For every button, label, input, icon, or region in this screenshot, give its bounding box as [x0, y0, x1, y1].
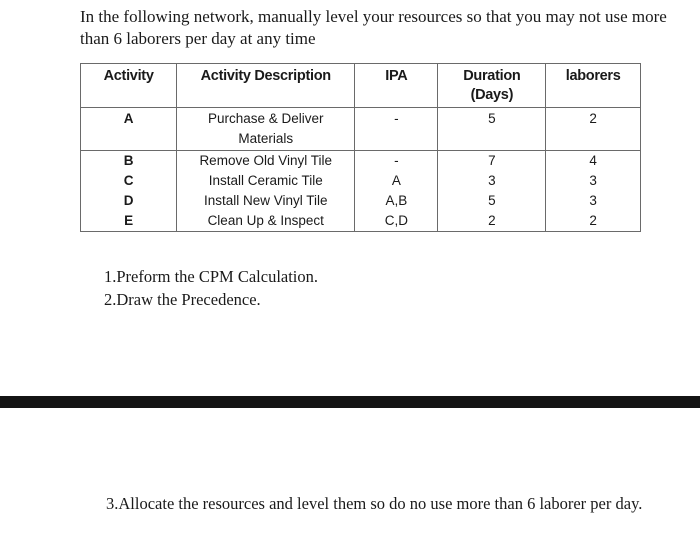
cell-activity: D	[81, 191, 177, 211]
table-row	[81, 191, 641, 211]
cell-ipa: A	[355, 171, 438, 191]
cell-ipa: A,B	[355, 191, 438, 211]
cell-ipa: -	[355, 108, 438, 151]
header-description: Activity Description	[177, 64, 355, 108]
cell-laborers: 4	[546, 151, 641, 172]
cell-description: Remove Old Vinyl Tile	[177, 151, 355, 172]
table-row	[81, 171, 641, 191]
cell-laborers: 3	[546, 191, 641, 211]
page-divider-bar	[0, 396, 700, 408]
task-number: 3.	[106, 494, 119, 513]
cell-ipa: -	[355, 151, 438, 172]
header-duration-line2: (Days)	[470, 87, 514, 103]
task-item-allocate	[106, 492, 646, 515]
cell-ipa: C,D	[355, 211, 438, 232]
task-text: Allocate the resources and level them so do no use more than 6 laborer per day.	[118, 494, 643, 513]
cell-description: Clean Up & Inspect	[177, 211, 355, 232]
header-activity: Activity	[81, 64, 177, 108]
activity-table	[80, 63, 641, 232]
cell-duration: 2	[438, 211, 546, 232]
cell-description	[177, 108, 355, 151]
cell-duration: 3	[438, 171, 546, 191]
header-duration	[438, 64, 546, 108]
table-header-row	[81, 64, 641, 108]
task-item-precedence: 2.Draw the Precedence.	[104, 290, 261, 309]
header-ipa: IPA	[355, 64, 438, 108]
cell-activity: B	[81, 151, 177, 172]
table-row	[81, 211, 641, 232]
intro-text: In the following network, manually level your resources so that you may not use more than 6 laborers per day at any time	[80, 7, 667, 48]
cell-duration: 5	[438, 108, 546, 151]
cell-laborers: 2	[546, 211, 641, 232]
task-item-cpm: 1.Preform the CPM Calculation.	[104, 267, 319, 286]
cell-duration: 5	[438, 191, 546, 211]
question-page-bottom	[0, 408, 700, 559]
cell-laborers: 2	[546, 108, 641, 151]
table-row	[81, 151, 641, 172]
cell-activity: C	[81, 171, 177, 191]
header-duration-line1: Duration	[463, 68, 521, 84]
cell-activity: E	[81, 211, 177, 232]
cell-duration: 7	[438, 151, 546, 172]
cell-laborers: 3	[546, 171, 641, 191]
cell-description: Install New Vinyl Tile	[177, 191, 355, 211]
cell-description-line1: Purchase & Deliver	[207, 111, 324, 126]
task-list	[104, 265, 318, 311]
cell-description: Install Ceramic Tile	[177, 171, 355, 191]
cell-description-line2: Materials	[238, 131, 294, 146]
header-laborers: laborers	[546, 64, 641, 108]
table-row	[81, 108, 641, 151]
cell-activity: A	[81, 108, 177, 151]
